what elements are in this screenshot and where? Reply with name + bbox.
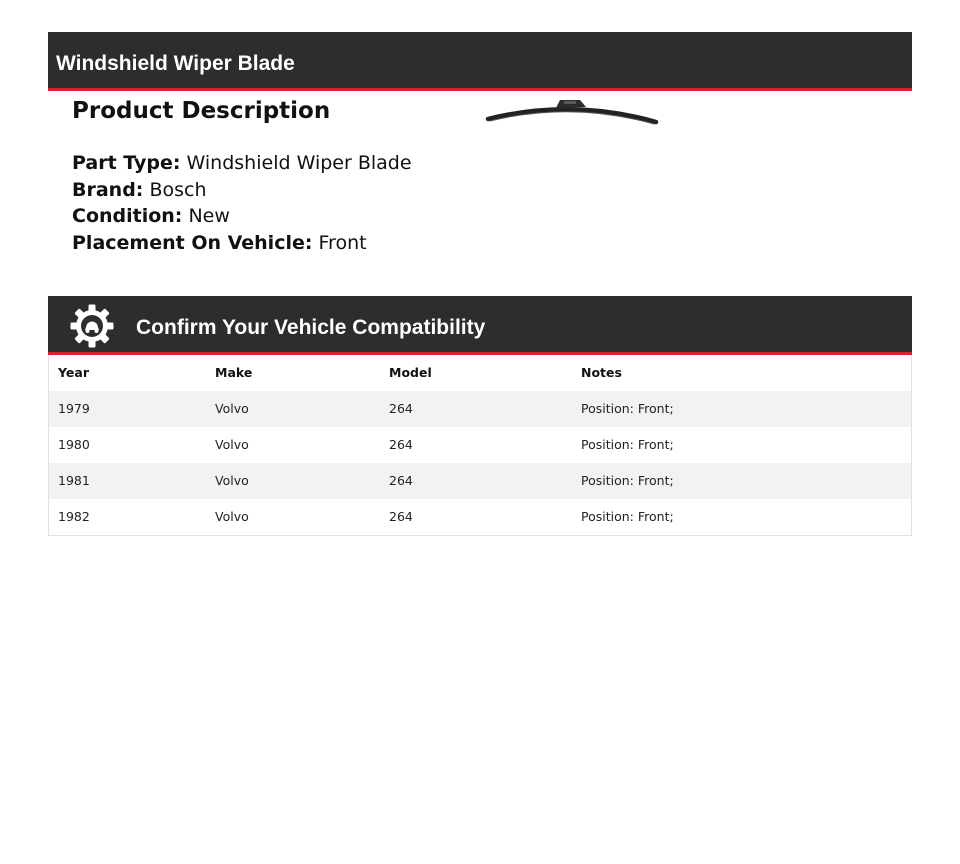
table-header-row <box>49 355 911 391</box>
cell-year: 1981 <box>58 473 90 488</box>
table-row <box>49 391 911 427</box>
gear-car-icon <box>70 304 114 348</box>
spec-row-condition <box>72 203 412 230</box>
cell-make: Volvo <box>215 473 249 488</box>
spec-value: New <box>188 205 230 227</box>
cell-model: 264 <box>389 401 413 416</box>
product-title: Windshield Wiper Blade <box>56 52 295 75</box>
table-row <box>49 463 911 499</box>
cell-notes: Position: Front; <box>581 401 674 416</box>
product-description-heading: Product Description <box>72 98 331 124</box>
cell-notes: Position: Front; <box>581 509 674 524</box>
wiper-blade-image <box>484 94 660 128</box>
cell-year: 1982 <box>58 509 90 524</box>
spec-row-brand <box>72 177 412 204</box>
compatibility-title: Confirm Your Vehicle Compatibility <box>136 316 486 339</box>
compatibility-banner <box>48 296 912 355</box>
product-specs <box>72 150 412 256</box>
spec-label: Brand: <box>72 178 144 201</box>
cell-model: 264 <box>389 509 413 524</box>
column-header-year: Year <box>58 365 89 380</box>
cell-notes: Position: Front; <box>581 473 674 488</box>
column-header-model: Model <box>389 365 432 380</box>
table-row <box>49 499 911 535</box>
cell-year: 1979 <box>58 401 90 416</box>
cell-notes: Position: Front; <box>581 437 674 452</box>
cell-make: Volvo <box>215 509 249 524</box>
spec-value: Windshield Wiper Blade <box>186 152 412 174</box>
spec-label: Placement On Vehicle: <box>72 231 313 254</box>
spec-value: Front <box>318 231 367 254</box>
cell-make: Volvo <box>215 437 249 452</box>
table-row <box>49 427 911 463</box>
cell-year: 1980 <box>58 437 90 452</box>
product-title-banner <box>48 32 912 91</box>
cell-make: Volvo <box>215 401 249 416</box>
spec-row-placement <box>72 230 412 257</box>
column-header-notes: Notes <box>581 365 622 380</box>
cell-model: 264 <box>389 473 413 488</box>
cell-model: 264 <box>389 437 413 452</box>
spec-label: Part Type: <box>72 152 181 174</box>
spec-value: Bosch <box>149 178 207 201</box>
spec-row-part-type <box>72 150 412 177</box>
spec-label: Condition: <box>72 205 183 227</box>
compatibility-table <box>48 355 912 536</box>
column-header-make: Make <box>215 365 253 380</box>
